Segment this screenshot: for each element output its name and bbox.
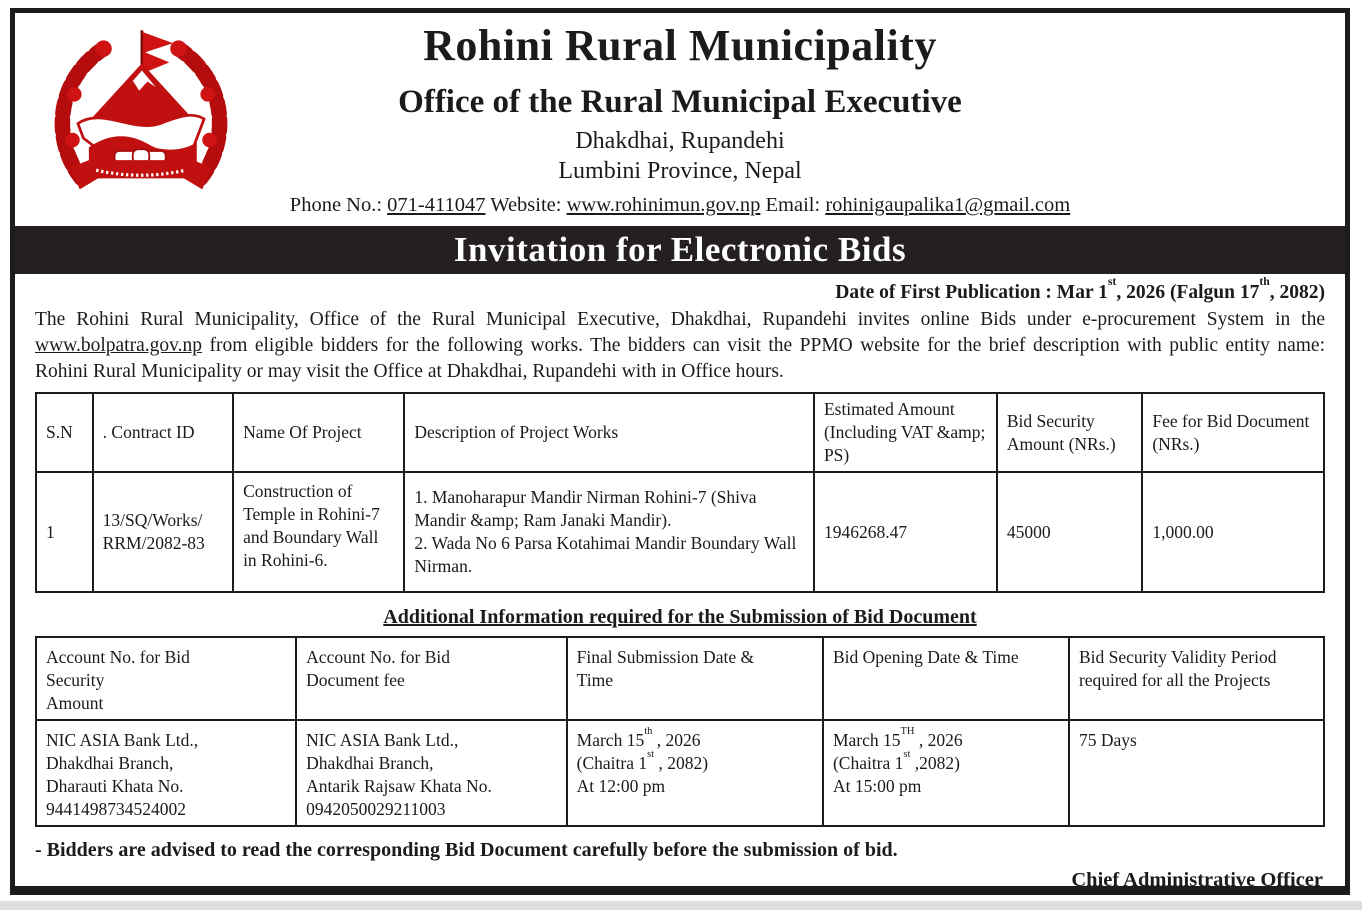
content <box>15 275 1345 893</box>
cell-security-account <box>36 720 296 826</box>
account-line: 9441498734524002 <box>46 799 186 819</box>
header-line: required for all the Projects <box>1078 670 1271 690</box>
additional-info-table <box>35 636 1325 827</box>
header-project-name: Name Of Project <box>233 393 404 472</box>
header-sn: S.N <box>36 393 93 472</box>
publication-date-text: , 2026 (Falgun 17 <box>1116 282 1260 303</box>
bids-table <box>35 392 1325 593</box>
header-security-account <box>36 637 296 720</box>
address-line-1: Dhakdhai, Rupandehi <box>575 128 785 154</box>
ordinal-superscript: st <box>903 749 911 761</box>
description-item: 2. Wada No 6 Parsa Kotahimai Mandir Boundary Wall Nirman. <box>414 533 797 576</box>
ordinal-superscript: TH <box>900 726 915 738</box>
header-line: Final Submission Date & <box>576 647 755 667</box>
banner-title: Invitation for Electronic Bids <box>453 230 907 269</box>
email-link[interactable]: rohinigaupalika1@gmail.com <box>825 194 1071 216</box>
bids-table-row <box>36 472 1324 592</box>
email-label: Email: <box>760 194 826 216</box>
publication-date-text: , 2082) <box>1269 282 1325 303</box>
header <box>15 13 1345 217</box>
cell-estimated-amount: 1946268.47 <box>814 472 997 592</box>
header-line: Bid Opening Date & Time <box>832 647 1019 667</box>
ordinal-superscript: th <box>644 726 653 738</box>
account-line: NIC ASIA Bank Ltd., <box>306 730 459 750</box>
date-line <box>832 749 1059 775</box>
date-text: , 2026 <box>914 730 963 750</box>
municipality-title: Rohini Rural Municipality <box>423 21 937 70</box>
date-text: March 15 <box>832 730 901 750</box>
invitation-banner <box>15 226 1345 274</box>
header-line: Time <box>576 670 613 690</box>
phone-number[interactable]: 071-411047 <box>387 194 486 216</box>
cell-sn: 1 <box>36 472 93 592</box>
header-line: Amount <box>46 693 104 713</box>
scan-edge-artifact <box>0 901 1362 910</box>
header-estimated-amount: Estimated Amount (Including VAT &amp; PS) <box>814 393 997 472</box>
account-line: Antarik Rajsaw Khata No. <box>306 776 492 796</box>
header-validity-period <box>1069 637 1324 720</box>
cell-final-submission <box>567 720 823 826</box>
header-contract-id: . Contract ID <box>93 393 233 472</box>
header-final-submission <box>567 637 823 720</box>
contract-id-line: 13/SQ/Works/ <box>102 510 203 530</box>
date-text: March 15 <box>576 730 645 750</box>
date-text: , 2026 <box>652 730 701 750</box>
date-text: (Chaitra 1 <box>832 753 904 773</box>
office-subtitle: Office of the Rural Municipal Executive <box>398 84 962 120</box>
address-line-2: Lumbini Province, Nepal <box>558 158 802 184</box>
date-line <box>576 749 813 775</box>
cell-validity-period: 75 Days <box>1069 720 1324 826</box>
website-link[interactable]: www.rohinimun.gov.np <box>566 194 761 216</box>
header-fee-account <box>296 637 566 720</box>
cell-project-name: Construction of Temple in Rohini-7 and Boundary Wall in Rohini-6. <box>233 472 404 592</box>
header-line: Bid Security Validity Period <box>1078 647 1277 667</box>
header-bid-opening <box>823 637 1069 720</box>
time-line: At 15:00 pm <box>832 776 922 796</box>
publication-date <box>35 275 1325 305</box>
ordinal-superscript: st <box>647 749 655 761</box>
additional-data-row <box>36 720 1324 826</box>
header-description: Description of Project Works <box>404 393 814 472</box>
time-line: At 12:00 pm <box>576 776 666 796</box>
cell-bid-opening <box>823 720 1069 826</box>
cell-description <box>404 472 814 592</box>
contract-id-line: RRM/2082-83 <box>102 533 205 553</box>
date-line <box>832 726 1059 752</box>
additional-header-row <box>36 637 1324 720</box>
header-line: Account No. for Bid <box>306 647 451 667</box>
date-text: , 2082) <box>654 753 709 773</box>
header-bid-security: Bid Security Amount (NRs.) <box>997 393 1143 472</box>
date-text: ,2082) <box>910 753 960 773</box>
intro-text: The Rohini Rural Municipality, Office of the Rural Municipal Executive, Dhakdhai, Rupandehi invites online Bids under e-procurement System in the <box>35 309 1325 330</box>
cell-fee-account <box>296 720 566 826</box>
account-line: Dharauti Khata No. <box>46 776 184 796</box>
account-line: 0942050029211003 <box>306 799 446 819</box>
publication-date-text: Date of First Publication : Mar 1 <box>835 282 1108 303</box>
date-line <box>576 726 813 752</box>
account-line: NIC ASIA Bank Ltd., <box>46 730 199 750</box>
cell-bid-security: 45000 <box>997 472 1143 592</box>
ordinal-superscript: th <box>1259 275 1270 289</box>
bids-table-header-row <box>36 393 1324 472</box>
intro-text: from eligible bidders for the following works. The bidders can visit the PPMO website for the brief description with public entity name: Rohini Rural Municipality or may visit the Office at Dhakdhai, Rupandehi with in Office hours. <box>35 335 1325 382</box>
cell-contract-id <box>93 472 233 592</box>
intro-paragraph <box>35 307 1325 385</box>
ordinal-superscript: st <box>1107 275 1117 289</box>
date-text: (Chaitra 1 <box>576 753 648 773</box>
additional-info-title <box>35 604 1325 630</box>
additional-info-title-text: Additional Information required for the Submission of Bid Document <box>383 606 977 628</box>
website-label: Website: <box>485 194 567 216</box>
signature-title: Chief Administrative Officer <box>1071 869 1323 891</box>
document-frame <box>10 8 1350 895</box>
account-line: Dhakdhai Branch, <box>46 753 174 773</box>
header-line: Security <box>46 670 105 690</box>
description-item: 1. Manoharapur Mandir Nirman Rohini-7 (Shiva Mandir &amp; Ram Janaki Mandir). <box>414 487 757 530</box>
footer-note: - Bidders are advised to read the corresponding Bid Document carefully before the submission of bid. <box>35 839 898 861</box>
header-line: Document fee <box>306 670 405 690</box>
account-line: Dhakdhai Branch, <box>306 753 434 773</box>
header-line: Account No. for Bid <box>46 647 190 667</box>
bolpatra-link[interactable]: www.bolpatra.gov.np <box>35 335 202 356</box>
cell-document-fee: 1,000.00 <box>1142 472 1324 592</box>
header-document-fee: Fee for Bid Document (NRs.) <box>1142 393 1324 472</box>
nepal-emblem-logo <box>43 23 239 215</box>
phone-label: Phone No.: <box>289 194 388 216</box>
